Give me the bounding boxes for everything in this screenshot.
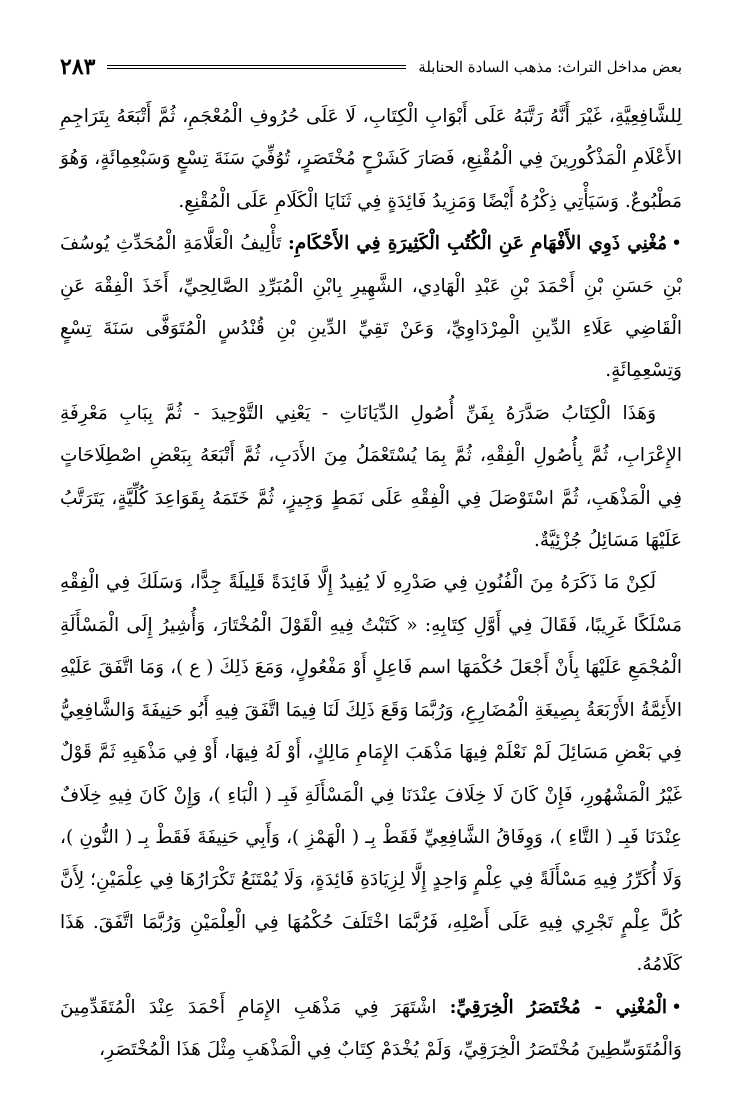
- entry-paragraph: •مُغْنِي ذَوِي الأَفْهَامِ عَنِ الْكُتُبِ الْكَثِيرَةِ فِي الأَحْكَامِ: تَأْلِيفُ الْعَلَّامَةِ الْمُحَدِّثِ يُوسُفَ بْنِ حَسَنِ بْنِ أَحْمَدَ بْنِ عَبْدِ الْهَادِي، الشَّهِيرِ بِابْنِ الْمُبَرِّدِ الصَّالِحِيِّ، أَخَذَ الْفِقْهَ عَنِ الْقَاضِي عَلَاءِ الدِّينِ الْمِرْدَاوِيِّ، وَعَنْ تَقِيِّ الدِّينِ بْنِ قُنْدُسٍ الْمُتَوَفَّى سَنَةَ تِسْعٍ وَتِسْعِمِائَةٍ.: [60, 233, 682, 382]
- running-head: [60, 50, 682, 84]
- header-rule: [107, 65, 406, 69]
- entry-paragraph: •الْمُغْنِي - مُخْتَصَرُ الْخِرَقِيِّ: اشْتَهَرَ فِي مَذْهَبِ الإِمَامِ أَحْمَدَ عِنْدَ الْمُتَقَدِّمِينَ وَالْمُتَوَسِّطِينَ مُخْتَصَرُ الْخِرَقِيِّ، وَلَمْ يُخْدَمْ كِتَابٌ فِي الْمَذْهَبِ مِثْلَ هَذَا الْمُخْتَصَرِ،: [60, 996, 682, 1060]
- page-number: ٢٨٣: [60, 54, 96, 80]
- text-body: [60, 96, 682, 1080]
- paragraph: لِلشَّافِعِيَّةِ، غَيْرَ أَنَّهُ رَتَّبَهُ عَلَى أَبْوَابِ الْكِتَابِ، لَا عَلَى حُرُوفِ الْمُعْجَمِ، ثُمَّ أَتْبَعَهُ بِتَرَاجِمِ الأَعْلَامِ الْمَذْكُورِينَ فِي الْمُقْنِعِ، فَصَارَ كَشَرْحٍ مُخْتَصَرٍ، تُوُفِّيَ سَنَةَ تِسْعٍ وَسَبْعِمِائَةٍ، وَهُوَ مَطْبُوعٌ. وَسَيَأْتِي ذِكْرُهُ أَيْضًا وَمَزِيدُ فَائِدَةٍ فِي ثَنَايَا الْكَلَامِ عَلَى الْمُقْنِعِ.: [60, 106, 682, 212]
- entry-title: الْمُغْنِي - مُخْتَصَرُ الْخِرَقِيِّ:: [449, 996, 668, 1018]
- running-title: بعض مداخل التراث: مذهب السادة الحنابلة: [418, 58, 682, 76]
- bullet-mark: •: [671, 233, 682, 255]
- bullet-mark: •: [671, 996, 682, 1018]
- entry-title: مُغْنِي ذَوِي الأَفْهَامِ عَنِ الْكُتُبِ الْكَثِيرَةِ فِي الأَحْكَامِ:: [287, 233, 668, 255]
- paragraph: لَكِنْ مَا ذَكَرَهُ مِنَ الْفُنُونِ فِي صَدْرِهِ لَا يُفِيدُ إِلَّا فَائِدَةً قَلِيلَةً جِدًّا، وَسَلَكَ فِي الْفِقْهِ مَسْلَكًا غَرِيبًا، فَقَالَ فِي أَوَّلِ كِتَابِهِ: « كَتَبْتُ فِيهِ الْقَوْلَ الْمُخْتَارَ، وَأُشِيرُ إِلَى الْمَسْأَلَةِ الْمُجْمَعِ عَلَيْهَا بِأَنْ أَجْعَلَ حُكْمَهَا اسم فَاعِلٍ أَوْ مَفْعُولٍ، وَمَعَ ذَلِكَ ( ع )، وَمَا اتَّفَقَ عَلَيْهِ الأَئِمَّةُ الأَرْبَعَةُ بِصِيغَةِ الْمُضَارِعِ، وَرُبَّمَا وَقَعَ ذَلِكَ لَنَا فِيمَا اتَّفَقَ فِيهِ أَبُو حَنِيفَةَ وَالشَّافِعِيُّ فِي بَعْضِ مَسَائِلَ لَمْ نَعْلَمْ فِيهَا مَذْهَبَ الإِمَامِ مَالِكٍ، أَوْ لَهُ فِيهَا، أَوْ فِي مَذْهَبِهِ ثَمَّ قَوْلٌ غَيْرُ الْمَشْهُورِ، فَإِنْ كَانَ لَا خِلَافَ عِنْدَنَا فِي الْمَسْأَلَةِ فَبِـ ( الْبَاءِ )، وَإِنْ كَانَ فِيهِ خِلَافٌ عِنْدَنَا فَبِـ ( التَّاءِ )، وَوِفَاقُ الشَّافِعِيِّ فَقَطْ بِـ ( الْهَمْزِ )، وَأَبِي حَنِيفَةَ فَقَطْ بِـ ( النُّونِ )، وَلَا أُكَرِّرُ فِيهِ مَسْأَلَةً فِي عِلْمٍ وَاحِدٍ إِلَّا لِزِيَادَةِ فَائِدَةٍ، وَلَا يُمْتَنَعُ تَكْرَارُهَا فِي عِلْمَيْنِ؛ لِأَنَّ كُلَّ عِلْمٍ تَجْرِي فِيهِ عَلَى أَصْلِهِ، فَرُبَّمَا اخْتَلَفَ حُكْمُهَا فِي الْعِلْمَيْنِ وَرُبَّمَا اتَّفَقَ. هَذَا كَلَامُهُ.: [60, 572, 682, 976]
- paragraph: وَهَذَا الْكِتَابُ صَدَّرَهُ بِفَنِّ أُصُولِ الدِّيَانَاتِ - يَعْنِي التَّوْحِيدَ - ثُمَّ بِبَابِ مَعْرِفَةِ الإِعْرَابِ، ثُمَّ بِأُصُولِ الْفِقْهِ، ثُمَّ بِمَا يُسْتَعْمَلُ مِنَ الأَدَبِ، ثُمَّ أَتْبَعَهُ بِبَعْضِ اصْطِلَاحَاتٍ فِي الْمَذْهَبِ، ثُمَّ اسْتَوْصَلَ فِي الْفِقْهِ عَلَى نَمَطٍ وَجِيزٍ، ثُمَّ خَتَمَهُ بِقَوَاعِدَ كُلِّيَّةٍ، يَتَرَتَّبُ عَلَيْهَا مَسَائِلُ جُزْئِيَّةٌ.: [60, 402, 682, 552]
